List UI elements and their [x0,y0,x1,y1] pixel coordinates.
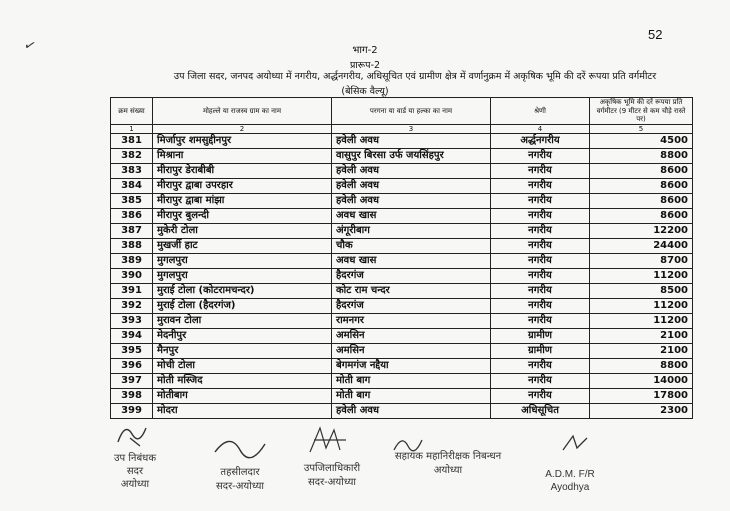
signature-title: A.D.M. F/R [545,469,595,480]
cell-sr: 388 [111,238,153,253]
col-header-category: श्रेणी [491,98,590,125]
part-heading: भाग-2 [352,45,378,56]
table-row [111,208,693,223]
col-index: 3 [332,124,491,133]
cell-sr: 386 [111,208,153,223]
cell-rate: 2300 [590,403,693,418]
signature-scribble-icon [555,432,595,456]
document-subtitle: (बेसिक वैल्यू) [341,86,389,97]
cell-name: मीरापुर द्वाबा उपरहार [153,178,332,193]
cell-sr: 384 [111,178,153,193]
cell-sr: 395 [111,343,153,358]
cell-rate: 8600 [590,193,693,208]
col-index: 2 [153,124,332,133]
cell-name: मेदनीपुर [153,328,332,343]
signature-title: तहसीलदार [220,467,260,478]
cell-rate: 17800 [590,388,693,403]
cell-category: नगरीय [491,223,590,238]
signature-place: अयोध्या [433,465,463,476]
table-header-row [111,98,693,125]
cell-rate: 11200 [590,298,693,313]
cell-category: नगरीय [491,373,590,388]
cell-sr: 394 [111,328,153,343]
cell-name: मुराई टोला (कोटरामचन्दर) [153,283,332,298]
signature-place: सदर-अयोध्या [216,481,264,492]
cell-rate: 8700 [590,253,693,268]
cell-category: नगरीय [491,193,590,208]
cell-sr: 389 [111,253,153,268]
cell-sr: 383 [111,163,153,178]
cell-category: नगरीय [491,148,590,163]
table-row [111,403,693,418]
table-row [111,343,693,358]
table-row [111,223,693,238]
cell-name: मोती मस्जिद [153,373,332,388]
cell-category: नगरीय [491,313,590,328]
cell-rate: 14000 [590,373,693,388]
table-row [111,298,693,313]
table-row [111,268,693,283]
cell-pargana: अमसिन [332,343,491,358]
col-index: 1 [111,124,153,133]
cell-name: मीरापुर डेराबीबी [153,163,332,178]
cell-pargana: कोट राम चन्दर [332,283,491,298]
cell-sr: 382 [111,148,153,163]
cell-name: मीरापुर बुलन्दी [153,208,332,223]
cell-rate: 2100 [590,343,693,358]
cell-category: नगरीय [491,298,590,313]
signature-adm [530,468,610,494]
cell-category: ग्रामीण [491,343,590,358]
cell-category: नगरीय [491,163,590,178]
signature-scribble-icon [110,420,160,450]
table-row [111,313,693,328]
col-header-name: मोहल्ले या राजस्व ग्राम का नाम [153,98,332,125]
cell-name: मोची टोला [153,358,332,373]
col-header-pargana: परगना या वार्ड या हल्का का नाम [332,98,491,125]
col-index: 5 [590,124,693,133]
cell-sr: 385 [111,193,153,208]
cell-pargana: हवेली अवध [332,133,491,148]
signature-place: सदर-अयोध्या [308,477,356,488]
cell-name: मैनपुर [153,343,332,358]
cell-name: मुगलपुरा [153,253,332,268]
cell-rate: 11200 [590,268,693,283]
cell-pargana: चौक [332,238,491,253]
cell-pargana: हवेली अवध [332,403,491,418]
cell-category: नगरीय [491,268,590,283]
cell-name: मुराई टोला (हैदरगंज) [153,298,332,313]
cell-sr: 390 [111,268,153,283]
cell-category: नगरीय [491,208,590,223]
cell-pargana: अमसिन [332,328,491,343]
signature-sdm [282,462,382,490]
cell-name: मुकेरी टोला [153,223,332,238]
cell-pargana: हैदरगंज [332,298,491,313]
table-row [111,148,693,163]
document-title: उप जिला सदर, जनपद अयोध्या में नगरीय, अर्द्धनगरीय, अधिसूचित एवं ग्रामीण क्षेत्र में वर्णानुक्रम में अकृषिक भूमि की दरें रूपया प्रति वर्गमीटर [173,71,657,82]
cell-sr: 393 [111,313,153,328]
cell-name: मुगलपुरा [153,268,332,283]
cell-rate: 11200 [590,313,693,328]
table-row [111,283,693,298]
cell-sr: 392 [111,298,153,313]
cell-name: मीरापुर द्वाबा मांझा [153,193,332,208]
cell-pargana: मोती बाग [332,373,491,388]
signature-aig-registration [368,450,528,478]
col-header-rate: अकृषिक भूमि की दरें रूपया प्रति वर्गमीटर (9 मीटर से कम चौड़े रास्ते पर) [590,98,693,125]
cell-pargana: हवेली अवध [332,193,491,208]
table-row [111,163,693,178]
cell-rate: 8600 [590,208,693,223]
cell-name: मुखर्जी हाट [153,238,332,253]
cell-pargana: हवेली अवध [332,178,491,193]
cell-rate: 2100 [590,328,693,343]
cell-sr: 399 [111,403,153,418]
cell-sr: 381 [111,133,153,148]
cell-category: नगरीय [491,178,590,193]
cell-pargana: अवध खास [332,208,491,223]
cell-rate: 8600 [590,178,693,193]
cell-category: अर्द्धनगरीय [491,133,590,148]
rate-table [110,97,693,419]
cell-pargana: बेगमगंज नद्दैया [332,358,491,373]
table-row [111,373,693,388]
signature-scribble-icon [300,424,360,458]
cell-rate: 8500 [590,283,693,298]
cell-category: नगरीय [491,388,590,403]
signature-title: उप निबंधक [113,453,157,464]
cell-category: ग्रामीण [491,328,590,343]
cell-category: नगरीय [491,358,590,373]
check-mark-icon: ✓ [21,36,38,56]
cell-name: मिर्जापुर शमसुद्दीनपुर [153,133,332,148]
table-row [111,238,693,253]
cell-pargana: हैदरगंज [332,268,491,283]
cell-name: मिश्राना [153,148,332,163]
cell-sr: 391 [111,283,153,298]
col-index: 4 [491,124,590,133]
cell-sr: 398 [111,388,153,403]
table-row [111,328,693,343]
cell-rate: 12200 [590,223,693,238]
signature-city: अयोध्या [120,479,150,490]
table-row [111,193,693,208]
signature-tehsildar [195,466,285,494]
cell-pargana: अवध खास [332,253,491,268]
table-row [111,133,693,148]
cell-rate: 8800 [590,148,693,163]
cell-rate: 8800 [590,358,693,373]
cell-sr: 387 [111,223,153,238]
cell-pargana: मोती बाग [332,388,491,403]
cell-category: नगरीय [491,283,590,298]
cell-pargana: अंगूरीबाग [332,223,491,238]
cell-name: मोतीबाग [153,388,332,403]
table-row [111,253,693,268]
cell-category: नगरीय [491,238,590,253]
column-index-row [111,124,693,133]
signature-place: Ayodhya [550,482,590,493]
page-number: 52 [648,27,663,42]
cell-name: मोदरा [153,403,332,418]
signature-sub-registrar [100,452,170,491]
cell-pargana: हवेली अवध [332,163,491,178]
cell-category: अधिसूचित [491,403,590,418]
signature-place: सदर [126,466,144,477]
table-row [111,178,693,193]
signature-title: उपजिलाधिकारी [303,463,361,474]
cell-rate: 24400 [590,238,693,253]
cell-sr: 397 [111,373,153,388]
cell-category: नगरीय [491,253,590,268]
signature-scribble-icon [210,432,270,462]
cell-sr: 396 [111,358,153,373]
cell-name: मुरावन टोला [153,313,332,328]
cell-rate: 4500 [590,133,693,148]
form-heading: प्रारूप-2 [349,60,381,71]
cell-pargana: रामनगर [332,313,491,328]
cell-rate: 8600 [590,163,693,178]
table-row [111,388,693,403]
table-row [111,358,693,373]
col-header-sr: क्रम संख्या [111,98,153,125]
cell-pargana: वासुपुर बिरसा उर्फ जयसिंहपुर [332,148,491,163]
signature-title: सहायक महानिरीक्षक निबन्धन [394,451,502,462]
